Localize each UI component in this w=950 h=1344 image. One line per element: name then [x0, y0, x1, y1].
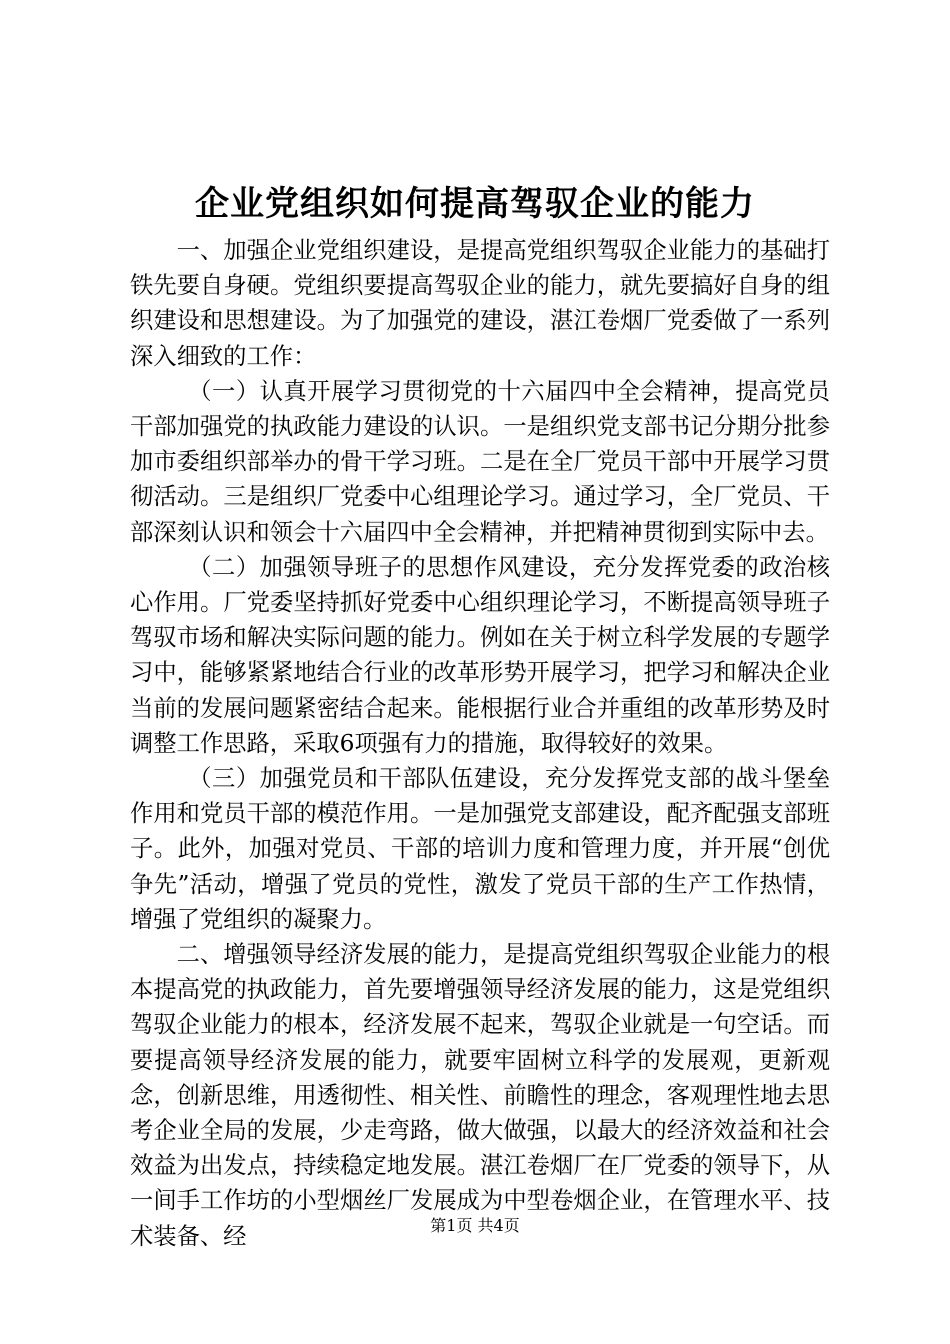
paragraph-item-three: （三）加强党员和干部队伍建设，充分发挥党支部的战斗堡垒作用和党员干部的模范作用。一是加强党支部建设，配齐配强支部班子。此外，加强对党员、干部的培训力度和管理力度，并开展“创优争先”活动，增强了党员的党性，激发了党员干部的生产工作热情，增强了党组织的凝聚力。 — [130, 765, 830, 933]
paragraph-item-two: （二）加强领导班子的思想作风建设，充分发挥党委的政治核心作用。厂党委坚持抓好党委中心组织理论学习，不断提高领导班子驾驭市场和解决实际问题的能力。例如在关于树立科学发展的专题学习中，能够紧紧地结合行业的改革形势开展学习，把学习和解决企业当前的发展问题紧密结合起来。能根据行业合并重组的改革形势及时调整工作思路，采取6项强有力的措施，取得较好的效果。 — [130, 553, 830, 757]
document-title: 企业党组织如何提高驾驭企业的能力 — [195, 184, 755, 224]
page-footer — [0, 1214, 950, 1238]
document-body — [130, 233, 830, 1254]
paragraph-section-two: 二、增强领导经济发展的能力，是提高党组织驾驭企业能力的根本提高党的执政能力，首先要增强领导经济发展的能力，这是党组织驾驭企业能力的根本，经济发展不起来，驾驭企业就是一句空话。而要提高领导经济发展的能力，就要牢固树立科学的发展观，更新观念，创新思维，用透彻性、相关性、前瞻性的理念，客观理性地去思考企业全局的发展，少走弯路，做大做强，以最大的经济效益和社会效益为出发点，持续稳定地发展。湛江卷烟厂在厂党委的领导下，从一间手工作坊的小型烟丝厂发展成为中型卷烟企业，在管理水平、技术装备、经 — [130, 941, 830, 1250]
page-number-indicator: 第1页 共4页 — [430, 1216, 520, 1235]
paragraph-section-one: 一、加强企业党组织建设，是提高党组织驾驭企业能力的基础打铁先要自身硬。党组织要提高驾驭企业的能力，就先要搞好自身的组织建设和思想建设。为了加强党的建设，湛江卷烟厂党委做了一系列深入细致的工作： — [130, 237, 830, 370]
paragraph-item-one: （一）认真开展学习贯彻党的十六届四中全会精神，提高党员干部加强党的执政能力建设的认识。一是组织党支部书记分期分批参加市委组织部举办的骨干学习班。二是在全厂党员干部中开展学习贯彻活动。三是组织厂党委中心组理论学习。通过学习，全厂党员、干部深刻认识和领会十六届四中全会精神，并把精神贯彻到实际中去。 — [130, 377, 830, 546]
